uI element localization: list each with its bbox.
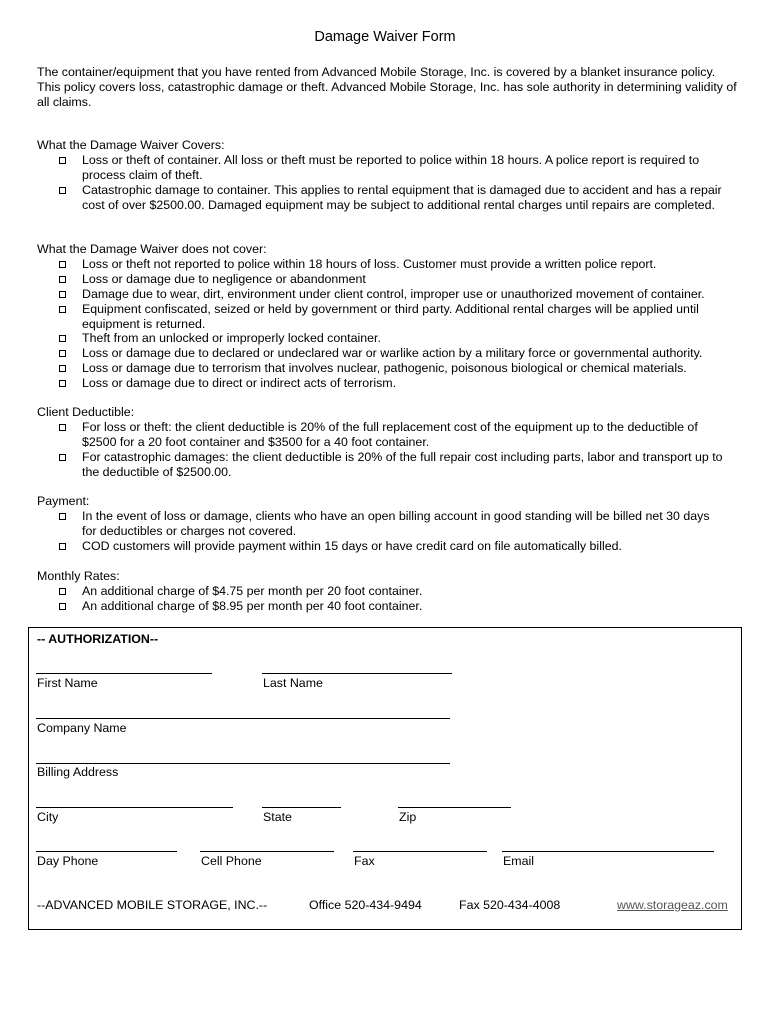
checkbox-bullet-icon (59, 424, 66, 431)
checkbox-bullet-icon (59, 543, 66, 550)
city-label: City (37, 810, 59, 824)
not-covers-section (37, 242, 737, 391)
day-phone-field[interactable] (36, 851, 177, 852)
deductible-heading: Client Deductible: (37, 405, 135, 419)
company-name-label: Company Name (37, 721, 127, 735)
rates-list (37, 584, 737, 614)
checkbox-bullet-icon (59, 335, 66, 342)
list-item: An additional charge of $8.95 per month per 40 foot container. (37, 599, 737, 614)
authorization-heading: -- AUTHORIZATION-- (37, 632, 159, 646)
fax-field[interactable] (353, 851, 487, 852)
list-item: For catastrophic damages: the client deductible is 20% of the full repair cost including parts, labor and transport up to the deductible of $2500.00. (37, 450, 737, 480)
payment-section (37, 494, 737, 554)
list-item: Damage due to wear, dirt, environment under client control, improper use or unauthorized movement of container. (37, 287, 737, 302)
checkbox-bullet-icon (59, 454, 66, 461)
zip-field[interactable] (398, 807, 511, 808)
cell-phone-field[interactable] (200, 851, 334, 852)
list-item: In the event of loss or damage, clients who have an open billing account in good standing will be billed net 30 days for deductibles or charges not covered. (37, 509, 737, 539)
list-item: Loss or damage due to terrorism that involves nuclear, pathogenic, poisonous biological or chemical materials. (37, 361, 737, 376)
covers-heading: What the Damage Waiver Covers: (37, 138, 225, 152)
checkbox-bullet-icon (59, 187, 66, 194)
authorization-box (28, 627, 742, 930)
checkbox-bullet-icon (59, 350, 66, 357)
checkbox-bullet-icon (59, 365, 66, 372)
list-item: Theft from an unlocked or improperly locked container. (37, 331, 737, 346)
checkbox-bullet-icon (59, 588, 66, 595)
email-label: Email (503, 854, 534, 868)
checkbox-bullet-icon (59, 513, 66, 520)
deductible-section (37, 405, 737, 480)
list-item: For loss or theft: the client deductible is 20% of the full replacement cost of the equipment up to the deductible of $2500 for a 20 foot container and $3500 for a 40 foot container. (37, 420, 737, 450)
office-phone: Office 520-434-9494 (309, 898, 422, 912)
rates-heading: Monthly Rates: (37, 569, 120, 583)
last-name-field[interactable] (262, 673, 452, 674)
list-item: Catastrophic damage to container. This applies to rental equipment that is damaged due to accident and has a repair cost of over $2500.00. Damaged equipment may be subject to additional rental charges until repairs are completed. (37, 183, 737, 213)
city-field[interactable] (36, 807, 233, 808)
company-name-footer: --ADVANCED MOBILE STORAGE, INC.-- (37, 898, 268, 912)
checkbox-bullet-icon (59, 157, 66, 164)
billing-address-field[interactable] (36, 763, 450, 764)
company-name-field[interactable] (36, 718, 450, 719)
intro-paragraph: The container/equipment that you have rented from Advanced Mobile Storage, Inc. is covered by a blanket insurance policy. This policy covers loss, catastrophic damage or theft. Advanced Mobile Storage, Inc. has sole authority in determining validity of all claims. (37, 65, 737, 109)
checkbox-bullet-icon (59, 603, 66, 610)
first-name-field[interactable] (36, 673, 212, 674)
state-label: State (263, 810, 292, 824)
payment-list (37, 509, 737, 554)
zip-label: Zip (399, 810, 417, 824)
fax-number: Fax 520-434-4008 (459, 898, 561, 912)
rates-section (37, 569, 737, 614)
list-item: Loss or theft of container. All loss or theft must be reported to police within 18 hours. A police report is required to process claim of theft. (37, 153, 737, 183)
covers-list (37, 153, 737, 213)
not-covers-heading: What the Damage Waiver does not cover: (37, 242, 267, 256)
day-phone-label: Day Phone (37, 854, 99, 868)
list-item: Loss or damage due to declared or undeclared war or warlike action by a military force or governmental authority. (37, 346, 737, 361)
first-name-label: First Name (37, 676, 98, 690)
payment-heading: Payment: (37, 494, 90, 508)
cell-phone-label: Cell Phone (201, 854, 262, 868)
list-item: An additional charge of $4.75 per month per 20 foot container. (37, 584, 737, 599)
checkbox-bullet-icon (59, 380, 66, 387)
checkbox-bullet-icon (59, 276, 66, 283)
last-name-label: Last Name (263, 676, 323, 690)
deductible-list (37, 420, 737, 480)
list-item: Equipment confiscated, seized or held by government or third party. Additional rental charges will be applied until equipment is returned. (37, 302, 737, 332)
fax-label: Fax (354, 854, 375, 868)
email-field[interactable] (502, 851, 714, 852)
not-covers-list (37, 257, 737, 391)
checkbox-bullet-icon (59, 306, 66, 313)
website-link[interactable]: www.storageaz.com (617, 898, 728, 912)
state-field[interactable] (262, 807, 341, 808)
checkbox-bullet-icon (59, 291, 66, 298)
list-item: Loss or theft not reported to police within 18 hours of loss. Customer must provide a written police report. (37, 257, 737, 272)
list-item: Loss or damage due to negligence or abandonment (37, 272, 737, 287)
list-item: COD customers will provide payment within 15 days or have credit card on file automatically billed. (37, 539, 737, 554)
checkbox-bullet-icon (59, 261, 66, 268)
list-item: Loss or damage due to direct or indirect acts of terrorism. (37, 376, 737, 391)
billing-address-label: Billing Address (37, 765, 119, 779)
form-title: Damage Waiver Form (314, 29, 456, 45)
covers-section (37, 138, 737, 213)
